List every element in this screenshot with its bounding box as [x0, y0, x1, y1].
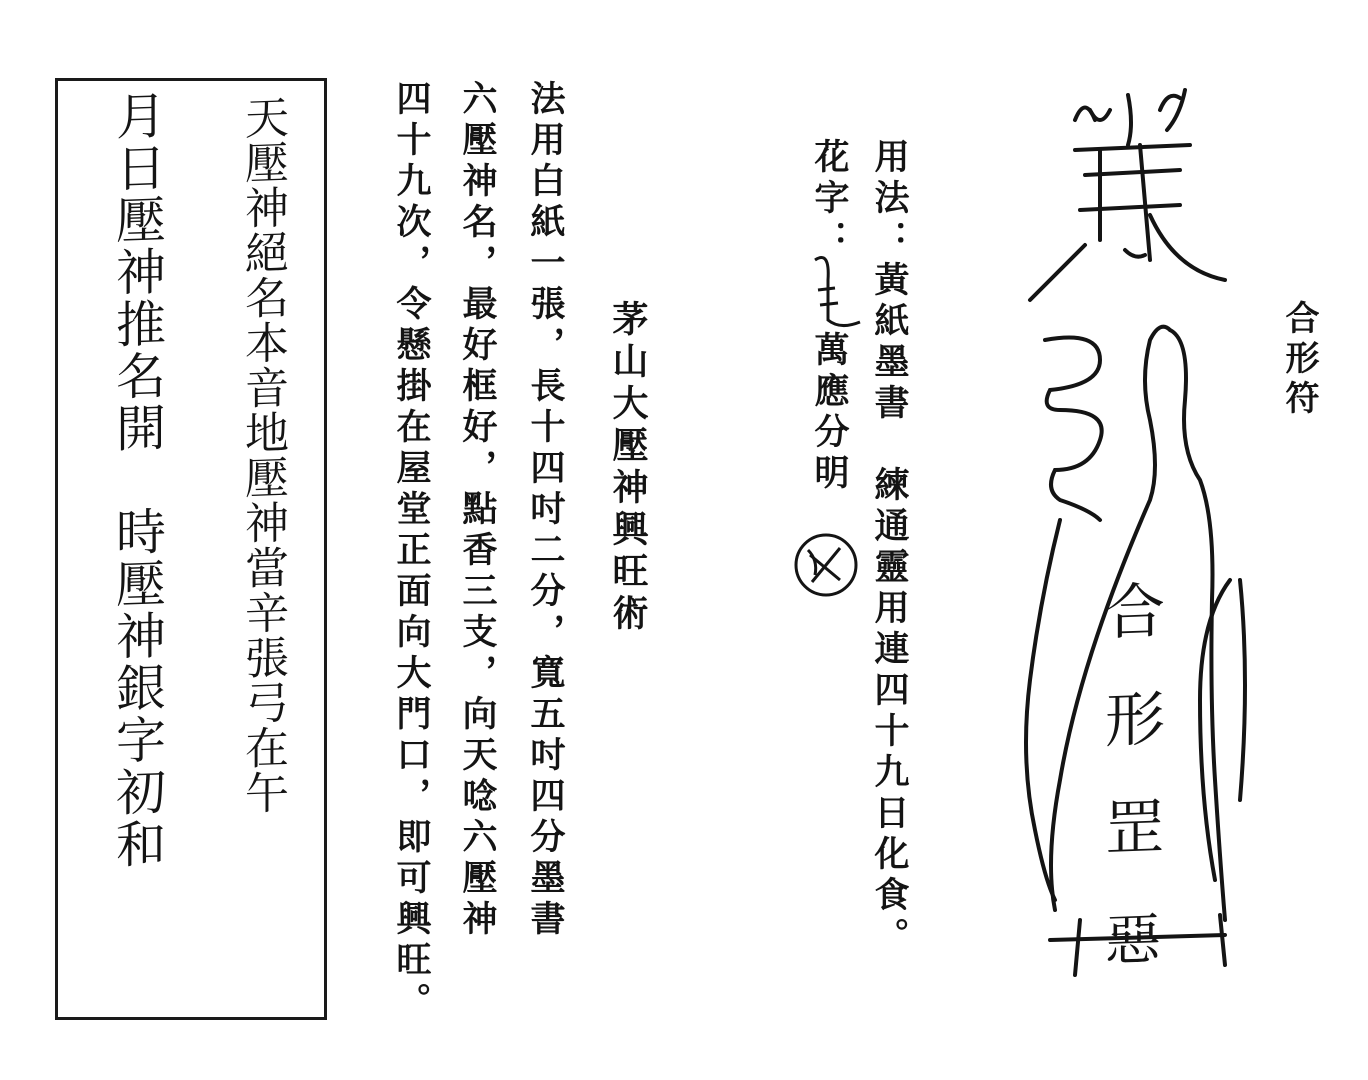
box-column-1: 天壓神絕名本音地壓神當辛張弓在午: [237, 94, 288, 816]
procedure-line-1: 法用白紙一張，長十四吋二分，寬五吋四分墨書: [525, 80, 566, 941]
usage-line-2-suffix: 萬應分明: [809, 331, 850, 495]
procedure-line-2: 六壓神名，最好框好，點香三支，向天唸六壓神: [457, 80, 498, 941]
talisman-char-1: 合: [1095, 578, 1165, 690]
procedure-title: 茅山大壓神興旺術: [607, 300, 649, 636]
talisman-char-2: 形: [1095, 686, 1165, 798]
talisman-char-3: 罡: [1095, 794, 1165, 906]
usage-line-1: 用法：黃紙墨書 練通靈用連四十九日化食。: [869, 138, 910, 958]
usage-line-2-prefix: 花字：: [809, 138, 850, 261]
box-column-2: 月日壓神推名開 時壓神銀字初和: [108, 88, 166, 872]
talisman-bottom-char: 惡: [1096, 908, 1161, 972]
talisman-heading: 合形符: [1279, 300, 1319, 420]
procedure-line-3: 四十九次，令懸掛在屋堂正面向大門口，即可興旺。: [391, 80, 432, 1023]
